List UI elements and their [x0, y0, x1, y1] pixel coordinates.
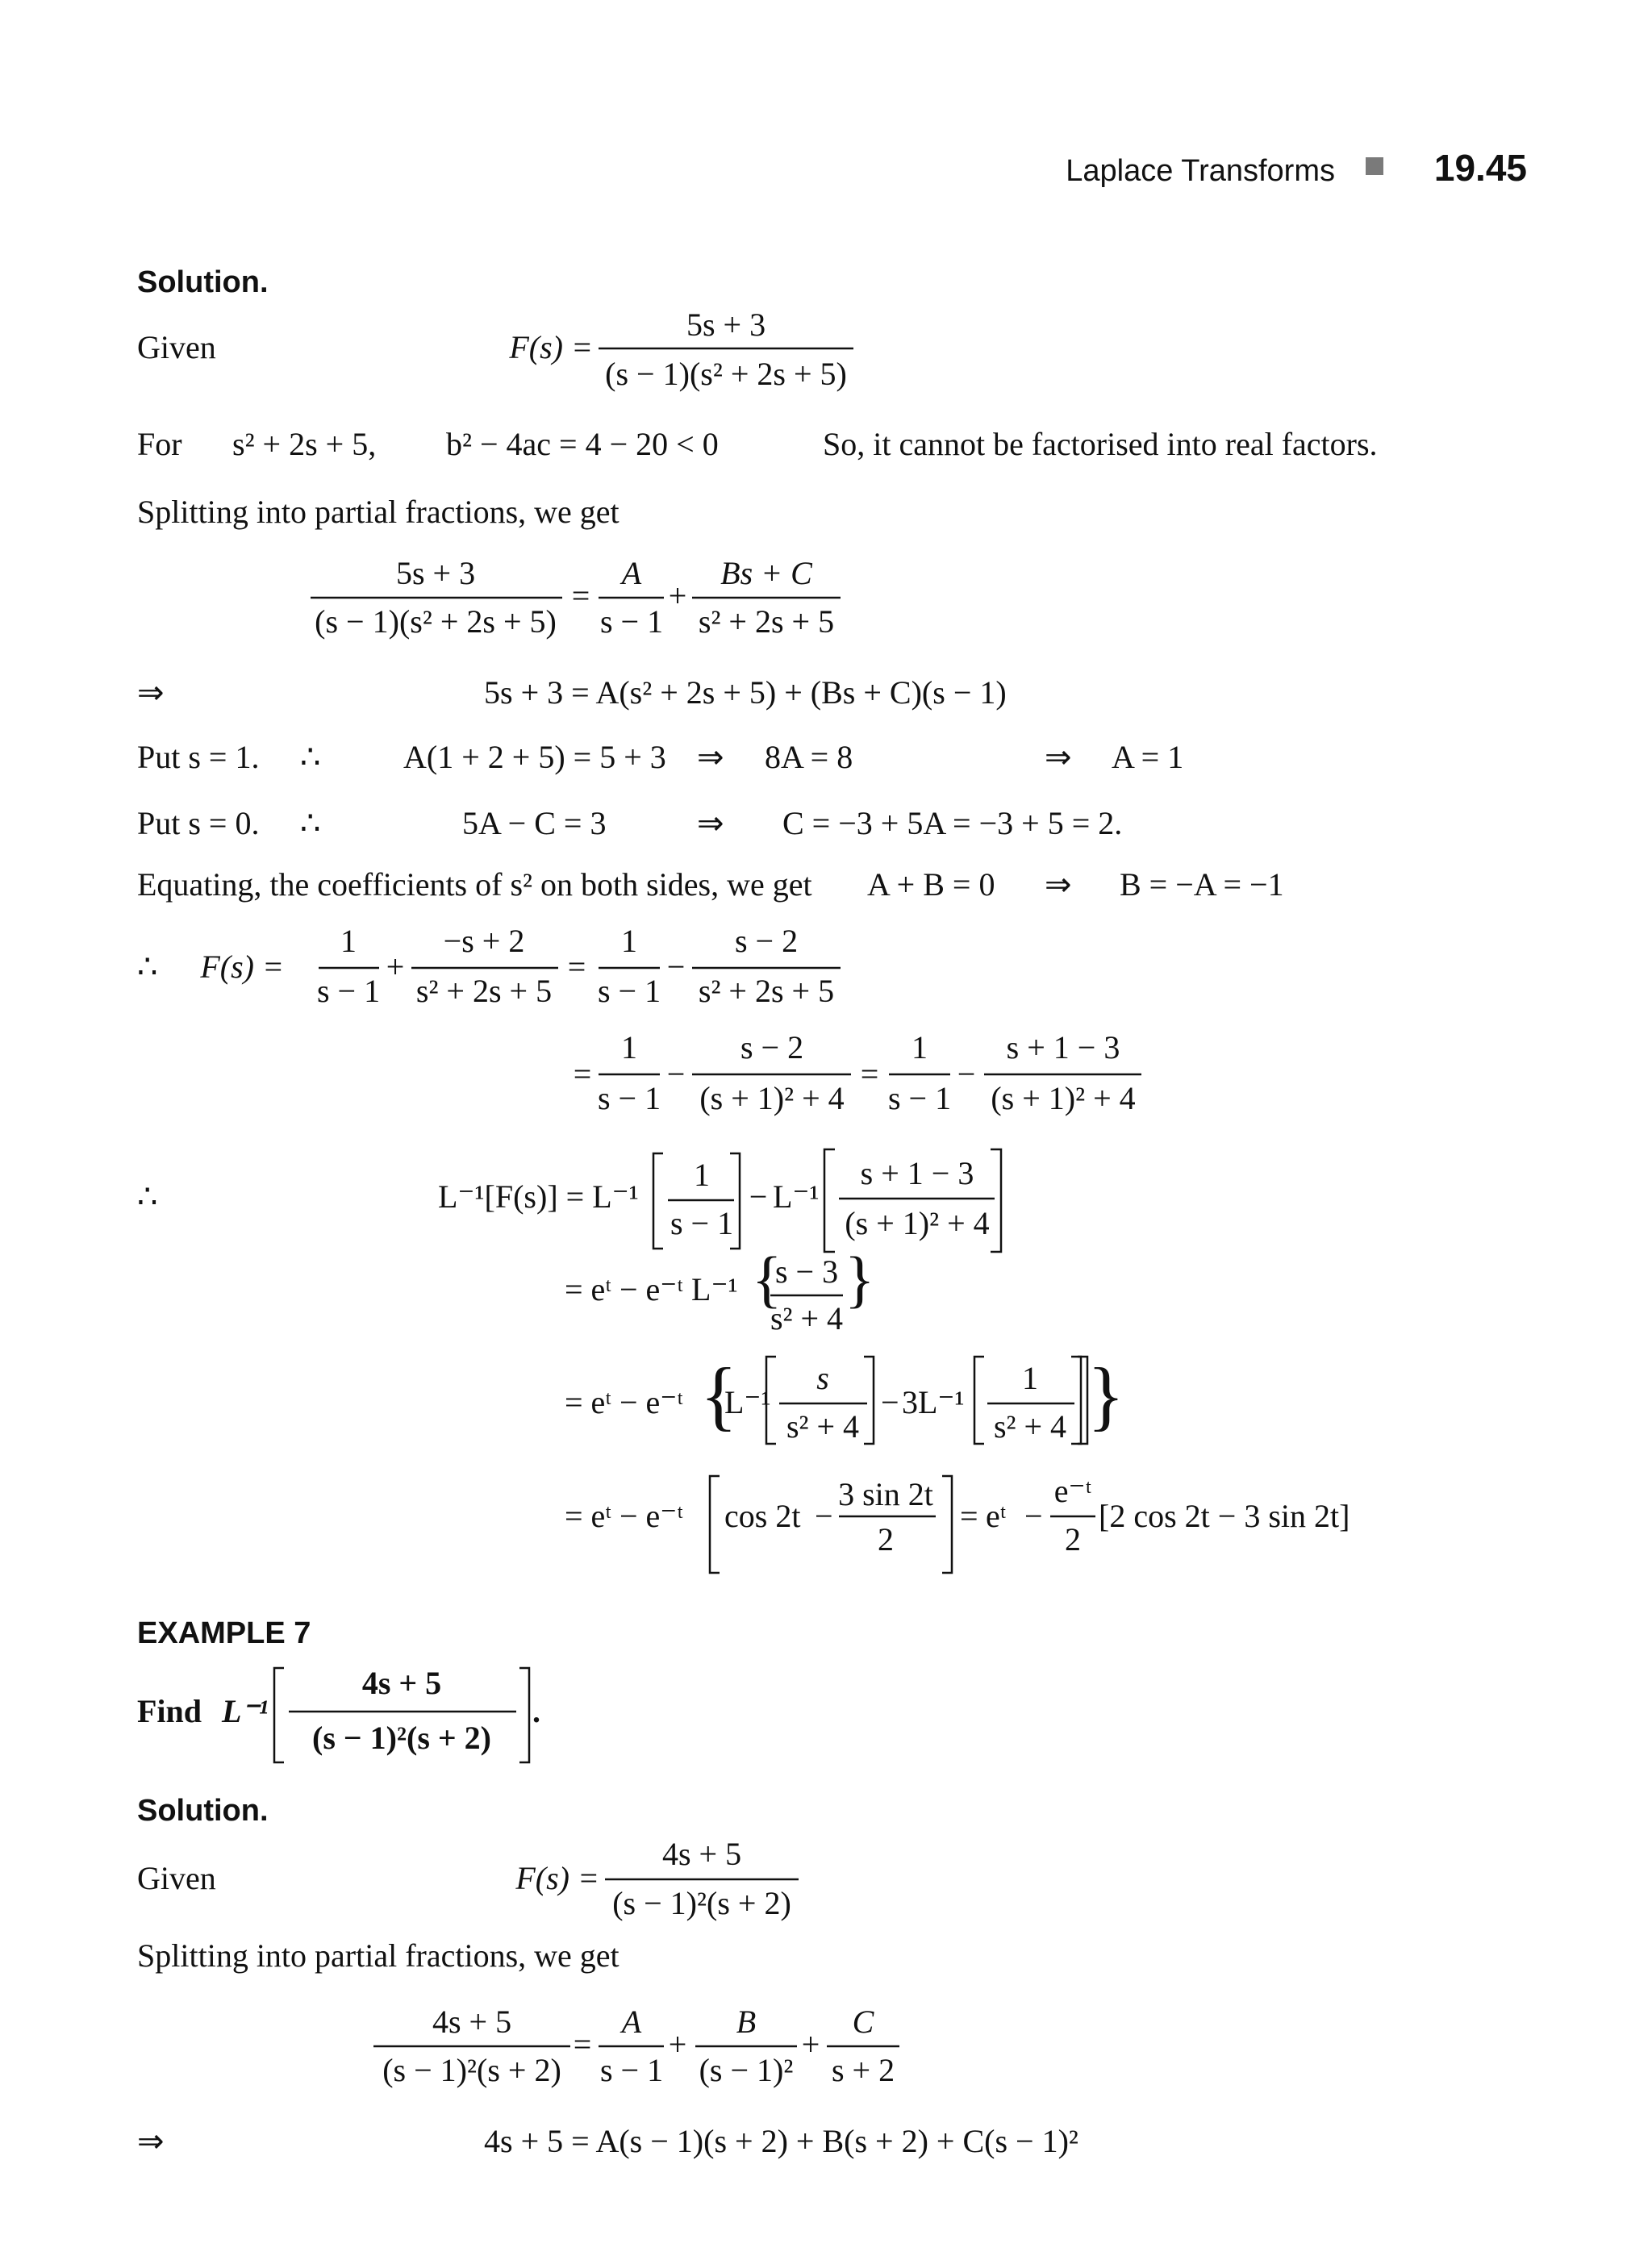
frac-num: 1	[1022, 1360, 1038, 1396]
s0-result: C = −3 + 5A = −3 + 5 = 2.	[782, 805, 1123, 841]
inverse-lhs: L⁻¹[F(s)] = L⁻¹	[438, 1178, 639, 1215]
left-brace: {	[700, 1352, 738, 1438]
frac-den: s² + 2s + 5	[698, 973, 835, 1009]
implies-symbol: ⇒	[697, 739, 724, 775]
frac-num: e⁻ᵗ	[1053, 1473, 1092, 1509]
equating-equation: A + B = 0	[867, 866, 995, 903]
frac-num: 1	[621, 1029, 637, 1065]
frac-num: s	[816, 1360, 829, 1396]
frac-num: 1	[340, 923, 357, 959]
right-bracket	[864, 1357, 874, 1444]
find-label: Find	[137, 1693, 202, 1729]
page-number: 19.45	[1433, 147, 1527, 189]
right-brace: }	[845, 1244, 875, 1314]
given-label: Given	[137, 329, 216, 365]
frac-den: (s + 1)² + 4	[991, 1080, 1136, 1116]
header-square-icon	[1366, 157, 1383, 175]
inverse-operator: L⁻¹	[222, 1693, 269, 1729]
s0-equation: 5A − C = 3	[462, 805, 607, 841]
pf-lhs-numerator: 4s + 5	[432, 2004, 512, 2040]
minus-sign: −	[666, 949, 686, 985]
final-bracket-expression: [2 cos 2t − 3 sin 2t]	[1099, 1498, 1350, 1534]
frac-num: 1	[621, 923, 637, 959]
implies-symbol: ⇒	[137, 2123, 165, 2159]
fs-label: F(s) =	[200, 949, 284, 985]
put-s-equals-1: Put s = 1.	[137, 739, 260, 775]
frac-den: s² + 4	[786, 1408, 860, 1445]
solution-heading: Solution.	[137, 1794, 269, 1828]
frac-den: (s + 1)² + 4	[845, 1205, 990, 1241]
plus-sign: +	[668, 578, 687, 614]
plus-sign: +	[668, 2026, 687, 2062]
pf-b-denominator: (s − 1)²	[699, 2052, 794, 2088]
example-period: .	[532, 1693, 540, 1729]
fs-denominator: (s − 1)²(s + 2)	[612, 1885, 791, 1921]
frac-num: 1	[912, 1029, 928, 1065]
pf-b: B	[736, 2004, 757, 2040]
quadratic-expression: s² + 2s + 5,	[232, 426, 377, 462]
pf-lhs-numerator: 5s + 3	[395, 555, 476, 591]
implies-symbol: ⇒	[1045, 739, 1072, 775]
right-bracket	[519, 1668, 529, 1762]
frac-den: s − 1	[670, 1205, 734, 1241]
therefore-symbol: ∴	[300, 739, 321, 775]
splitting-text: Splitting into partial fractions, we get	[137, 1937, 620, 1974]
equating-result: B = −A = −1	[1120, 866, 1284, 903]
pf-lhs-denominator: (s − 1)²(s + 2)	[382, 2052, 561, 2088]
three-inverse-operator: 3L⁻¹	[902, 1384, 965, 1420]
frac-num: 1	[694, 1157, 710, 1193]
cos-term: cos 2t	[724, 1498, 801, 1534]
pf-a: A	[621, 2004, 642, 2040]
s1-equation: A(1 + 2 + 5) = 5 + 3	[403, 739, 666, 775]
left-bracket	[974, 1357, 984, 1444]
minus-sign: −	[957, 1056, 976, 1092]
pf-b-denominator: s² + 2s + 5	[698, 603, 835, 640]
left-bracket	[824, 1149, 835, 1252]
pf-c-denominator: s + 2	[831, 2052, 895, 2088]
identity-equation: 5s + 3 = A(s² + 2s + 5) + (Bs + C)(s − 1)	[484, 674, 1007, 711]
right-bracket	[942, 1476, 952, 1573]
equals-sign: =	[571, 578, 590, 614]
fs-numerator: 4s + 5	[661, 1836, 742, 1872]
inverse-operator: L⁻¹	[724, 1384, 771, 1420]
implies-symbol: ⇒	[1045, 866, 1072, 903]
therefore-symbol: ∴	[137, 1178, 158, 1215]
fs-label: F(s) =	[515, 1860, 599, 1896]
frac-num: s − 2	[734, 923, 799, 959]
right-bracket	[1071, 1357, 1081, 1444]
frac-den: 2	[1065, 1521, 1081, 1558]
equals-sign: =	[860, 1056, 879, 1092]
discriminant: b² − 4ac = 4 − 20 < 0	[446, 426, 719, 462]
frac-den: s² + 4	[770, 1300, 844, 1337]
fs-label: F(s) =	[509, 329, 593, 365]
frac-den: (s + 1)² + 4	[699, 1080, 845, 1116]
step-2-minus-3L: −	[881, 1384, 899, 1420]
pf-c: C	[852, 2004, 874, 2040]
frac-den: s² + 2s + 5	[415, 973, 553, 1009]
pf-b-numerator: Bs + C	[720, 555, 812, 591]
splitting-text: Splitting into partial fractions, we get	[137, 494, 620, 530]
pf-a-denominator: s − 1	[599, 2052, 664, 2088]
discriminant-note: So, it cannot be factorised into real factors.	[823, 426, 1378, 462]
running-header-title: Laplace Transforms	[1066, 154, 1335, 188]
for-label: For	[137, 426, 182, 462]
frac-den: s − 1	[887, 1080, 952, 1116]
frac-den: s − 1	[316, 973, 381, 1009]
example-numerator: 4s + 5	[361, 1665, 442, 1701]
frac-den: s − 1	[597, 1080, 661, 1116]
fs-numerator: 5s + 3	[686, 306, 766, 343]
left-bracket	[653, 1153, 663, 1249]
minus-sign: −	[666, 1056, 686, 1092]
minus-sign: −	[815, 1498, 833, 1534]
implies-symbol: ⇒	[697, 805, 724, 841]
e-power-t: eᵗ	[986, 1498, 1007, 1534]
left-brace: {	[752, 1244, 782, 1314]
frac-num: s + 1 − 3	[1006, 1029, 1120, 1065]
step-2-prefix: = eᵗ − e⁻ᵗ	[565, 1384, 684, 1420]
minus-sign: −	[749, 1178, 768, 1215]
right-bracket	[1078, 1357, 1087, 1444]
step-1-prefix: = eᵗ − e⁻ᵗ L⁻¹	[565, 1271, 738, 1307]
plus-sign: +	[801, 2026, 820, 2062]
pf-a-numerator: A	[621, 555, 642, 591]
equals-sign: =	[573, 1056, 592, 1092]
equating-text: Equating, the coefficients of s² on both sides, we get	[137, 866, 812, 903]
plus-sign: +	[386, 949, 405, 985]
pf-lhs-denominator: (s − 1)(s² + 2s + 5)	[315, 603, 557, 640]
put-s-equals-0: Put s = 0.	[137, 805, 260, 841]
frac-num: s + 1 − 3	[860, 1155, 974, 1191]
implies-symbol: ⇒	[137, 674, 165, 711]
solution-heading: Solution.	[137, 265, 269, 299]
example-denominator: (s − 1)²(s + 2)	[312, 1720, 491, 1756]
therefore-symbol: ∴	[300, 805, 321, 841]
equals-sign: =	[567, 949, 586, 985]
frac-num: −s + 2	[443, 923, 525, 959]
left-bracket	[710, 1476, 720, 1573]
right-bracket	[991, 1149, 1001, 1252]
frac-num: s − 2	[740, 1029, 804, 1065]
equals-sign: =	[573, 2026, 592, 2062]
inverse-operator: L⁻¹	[773, 1178, 820, 1215]
example-heading: EXAMPLE 7	[137, 1616, 311, 1650]
frac-den: 2	[878, 1521, 894, 1558]
therefore-symbol: ∴	[137, 949, 158, 985]
s1-result: A = 1	[1112, 739, 1184, 775]
frac-num: 3 sin 2t	[838, 1476, 933, 1512]
identity-equation: 4s + 5 = A(s − 1)(s + 2) + B(s + 2) + C(s − 1)²	[484, 2123, 1078, 2159]
frac-num: s − 3	[774, 1253, 839, 1290]
fs-denominator: (s − 1)(s² + 2s + 5)	[605, 356, 847, 392]
pf-a-denominator: s − 1	[599, 603, 664, 640]
right-brace: }	[1087, 1352, 1125, 1438]
left-bracket	[274, 1668, 284, 1762]
step-3-prefix: = eᵗ − e⁻ᵗ	[565, 1498, 684, 1534]
frac-den: s² + 4	[993, 1408, 1067, 1445]
given-label: Given	[137, 1860, 216, 1896]
frac-den: s − 1	[597, 973, 661, 1009]
equals-sign: =	[960, 1498, 978, 1534]
s1-equation-2: 8A = 8	[765, 739, 853, 775]
minus-sign: −	[1024, 1498, 1043, 1534]
